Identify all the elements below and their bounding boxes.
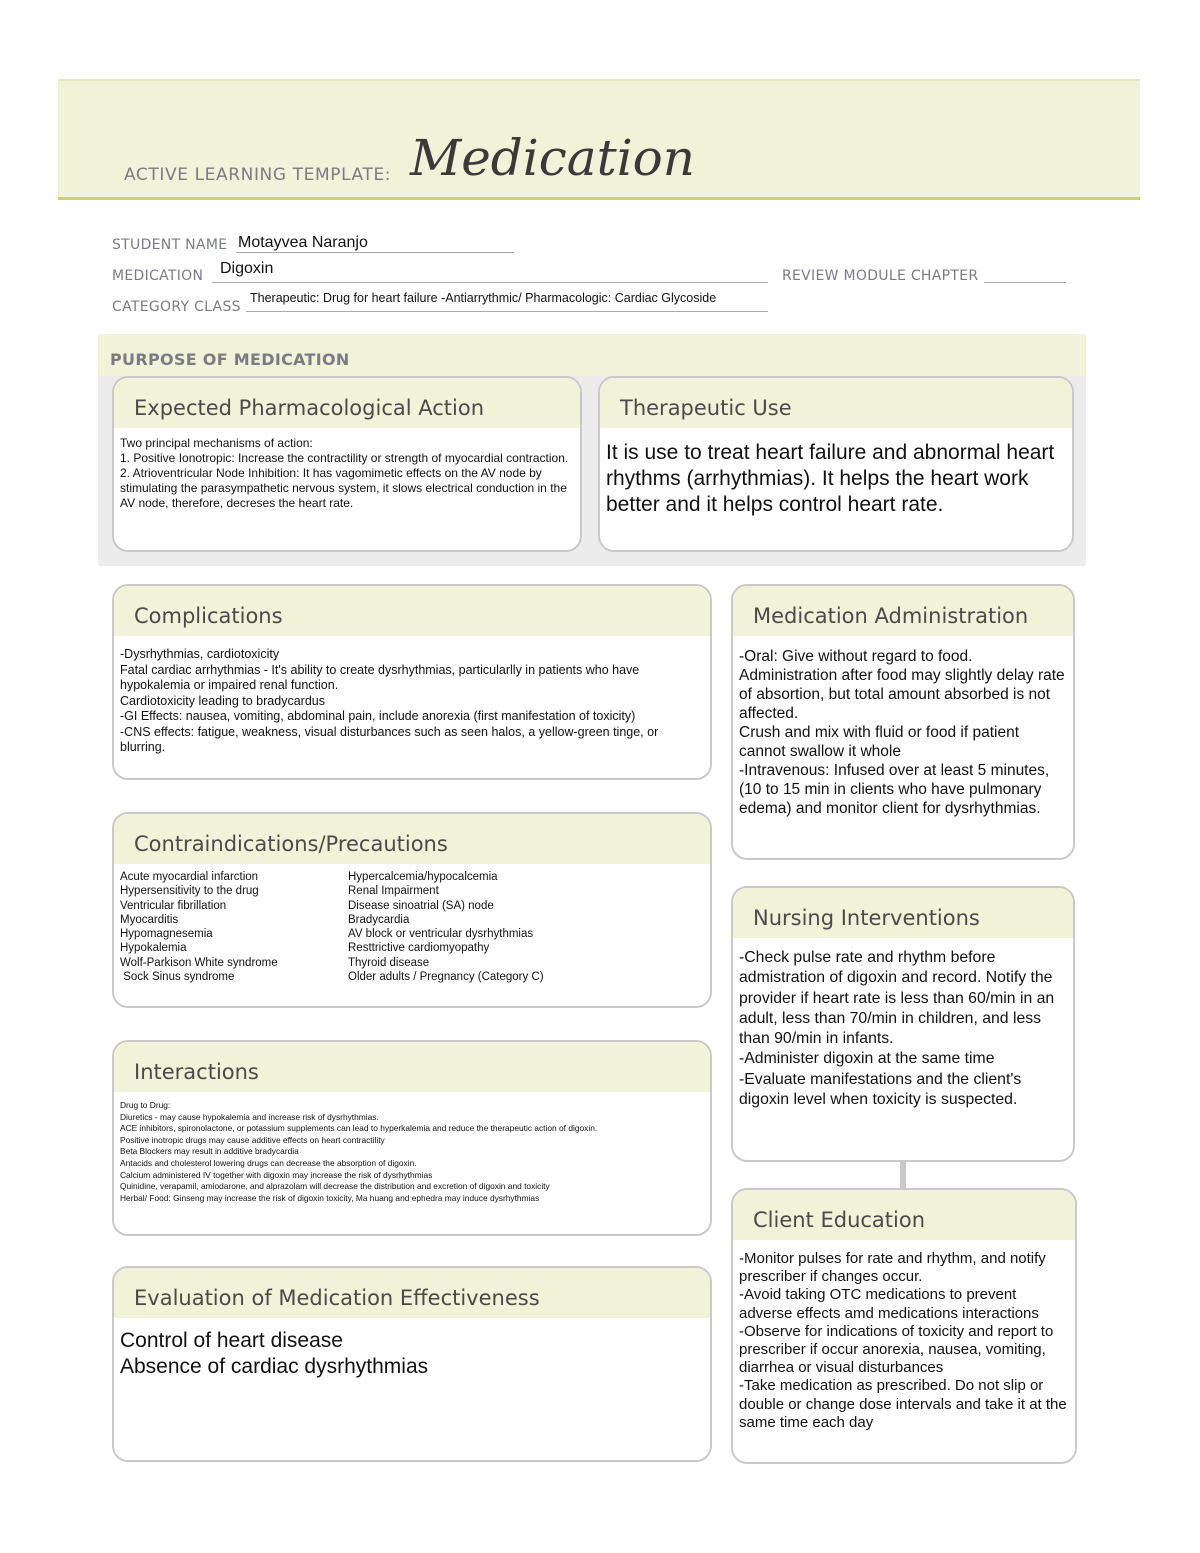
template-label: ACTIVE LEARNING TEMPLATE: <box>124 165 392 185</box>
list-item: Myocarditis <box>120 913 179 926</box>
list-item: Thyroid disease <box>348 956 430 969</box>
list-item: Disease sinoatrial (SA) node <box>348 899 494 912</box>
contraindications-title: Contraindications/Precautions <box>134 832 448 856</box>
card-header <box>114 586 710 636</box>
administration-title: Medication Administration <box>753 604 1029 628</box>
review-module-line[interactable] <box>984 282 1066 283</box>
complications-card <box>112 584 712 780</box>
card-header <box>600 378 1072 428</box>
client-education-title: Client Education <box>753 1208 926 1232</box>
contraindications-column-left <box>120 870 348 984</box>
contraindications-column-right <box>348 870 544 984</box>
card-header <box>114 378 580 428</box>
medication-line <box>212 282 768 283</box>
nursing-interventions-card <box>731 886 1075 1162</box>
administration-text[interactable]: -Oral: Give without regard to food. Administration after food may slightly delay rate of absortion, but total amount absorbed is not affected. Crush and mix with fluid or food if patient cannot swallow it whole -Intravenous: Infused over at least 5 minutes, (10 to 15 min in clients who have pulmonary edema) and monitor client for dysrhythmias. <box>739 648 1065 817</box>
evaluation-title: Evaluation of Medication Effectiveness <box>134 1286 540 1310</box>
complications-text[interactable]: -Dysrhythmias, cardiotoxicity Fatal cardiac arrhythmias - It's ability to create dysrhythmias, particularlly in patients who have hypokalemia or impaired renal function. Cardiotoxicity leading to bradycardus -GI Effects: nausea, vomiting, abdominal pain, include anorexia (first manifestation of toxicity) -CNS effects: fatigue, weakness, visual disturbances such as seen halos, a yellow-green tinge, or blurring. <box>120 647 659 754</box>
nursing-interventions-text[interactable]: -Check pulse rate and rhythm before admistration of digoxin and record. Notify the provider if heart rate is less than 60/min in an adult, less than 70/min in children, and less than 90/min in infants. -Administer digoxin at the same time -Evaluate manifestations and the client's digoxin level when toxicity is suspected. <box>739 949 1055 1109</box>
card-header <box>114 1268 710 1318</box>
category-class-value[interactable]: Therapeutic: Drug for heart failure -Antiarrythmic/ Pharmacologic: Cardiac Glycoside <box>250 291 717 305</box>
category-class-label: CATEGORY CLASS <box>112 299 241 315</box>
student-name-label: STUDENT NAME <box>112 237 228 253</box>
card-header <box>114 1042 710 1092</box>
list-item: Older adults / Pregnancy (Category C) <box>348 971 544 984</box>
administration-card <box>731 584 1075 860</box>
card-header <box>733 586 1073 636</box>
nursing-interventions-title: Nursing Interventions <box>753 906 980 930</box>
card-connector <box>900 1160 906 1188</box>
evaluation-text[interactable]: Control of heart disease Absence of cardiac dysrhythmias <box>120 1329 429 1378</box>
student-name-value[interactable]: Motayvea Naranjo <box>238 234 368 251</box>
card-header <box>733 888 1073 938</box>
expected-action-text[interactable]: Two principal mechanisms of action: 1. Positive Ionotropic: Increase the contractility or strength of myocardial contraction. 2. Atrioventricular Node Inhibition: It has vagomimetic effects on the AV node by stimulating the parasympathetic nervous system, it slows electrical conduction in the AV node, therefore, decreses the heart rate. <box>120 436 569 510</box>
contraindications-list[interactable] <box>120 870 702 984</box>
interactions-text[interactable]: Drug to Drug: Diuretics - may cause hypokalemia and increase risk of dysrhythmias. ACE inhibitors, spironolactone, or potassium supplements can lead to hyperkalemia and reduce the therapeutic action of digoxin. Positive inotropic drugs may cause additive effects on heart contractility Beta Blockers may result in additive bradycardia Antacids and cholesterol lowering drugs can decrease the absorption of digoxin. Calcium administered IV together with digoxin may increase the risk of dysrhythmias Quinidine, verapamil, amiodarone, and alprazolam will decrease the distribution and excretion of digoxin and toxicity Herbal/ Food: Ginseng may increase the risk of digoxin toxicity, Ma huang and ephedra may induce dysrhythmias <box>120 1100 598 1203</box>
card-header <box>733 1190 1075 1240</box>
category-class-line <box>246 311 768 312</box>
complications-title: Complications <box>134 604 283 628</box>
list-item: AV block or ventricular dysrhythmias <box>348 928 534 941</box>
list-item: Resttrictive cardiomyopathy <box>348 942 490 955</box>
purpose-header <box>98 334 1086 376</box>
list-item: Bradycardia <box>348 913 410 926</box>
list-item: Wolf-Parkison White syndrome <box>120 956 278 969</box>
template-header <box>58 79 1140 200</box>
list-item: Hypomagnesemia <box>120 928 213 941</box>
medication-value[interactable]: Digoxin <box>220 260 274 277</box>
therapeutic-use-title: Therapeutic Use <box>620 396 792 420</box>
client-education-text[interactable]: -Monitor pulses for rate and rhythm, and notify prescriber if changes occur. -Avoid taking OTC medications to prevent adverse effects amd medications interactions -Observe for indications of toxicity and report to prescriber if occur anorexia, nausea, vomiting, diarrhea or visual disturbances -Take medication as prescribed. Do not slip or double or change dose intervals and take it at the same time each day <box>739 1250 1067 1431</box>
student-name-line <box>236 252 514 253</box>
purpose-title: PURPOSE OF MEDICATION <box>110 350 350 369</box>
contraindications-card <box>112 812 712 1008</box>
list-item: Sock Sinus syndrome <box>120 971 235 984</box>
card-header <box>114 814 710 864</box>
interactions-title: Interactions <box>134 1060 259 1084</box>
expected-action-card <box>112 376 582 552</box>
list-item: Renal Impairment <box>348 885 439 898</box>
client-education-card <box>731 1188 1077 1464</box>
list-item: Acute myocardial infarction <box>120 871 259 883</box>
medication-label: MEDICATION <box>112 268 204 284</box>
review-module-label: REVIEW MODULE CHAPTER <box>782 268 979 284</box>
therapeutic-use-card <box>598 376 1074 552</box>
interactions-card <box>112 1040 712 1236</box>
list-item: Hypercalcemia/hypocalcemia <box>348 871 498 883</box>
template-title: Medication <box>410 129 695 187</box>
expected-action-title: Expected Pharmacological Action <box>134 396 485 420</box>
list-item: Hypokalemia <box>120 942 187 955</box>
evaluation-card <box>112 1266 712 1462</box>
therapeutic-use-text[interactable]: It is use to treat heart failure and abnormal heart rhythms (arrhythmias). It helps the heart work better and it helps control heart rate. <box>606 441 1055 516</box>
list-item: Hypersensitivity to the drug <box>120 885 259 898</box>
list-item: Ventricular fibrillation <box>120 899 227 912</box>
